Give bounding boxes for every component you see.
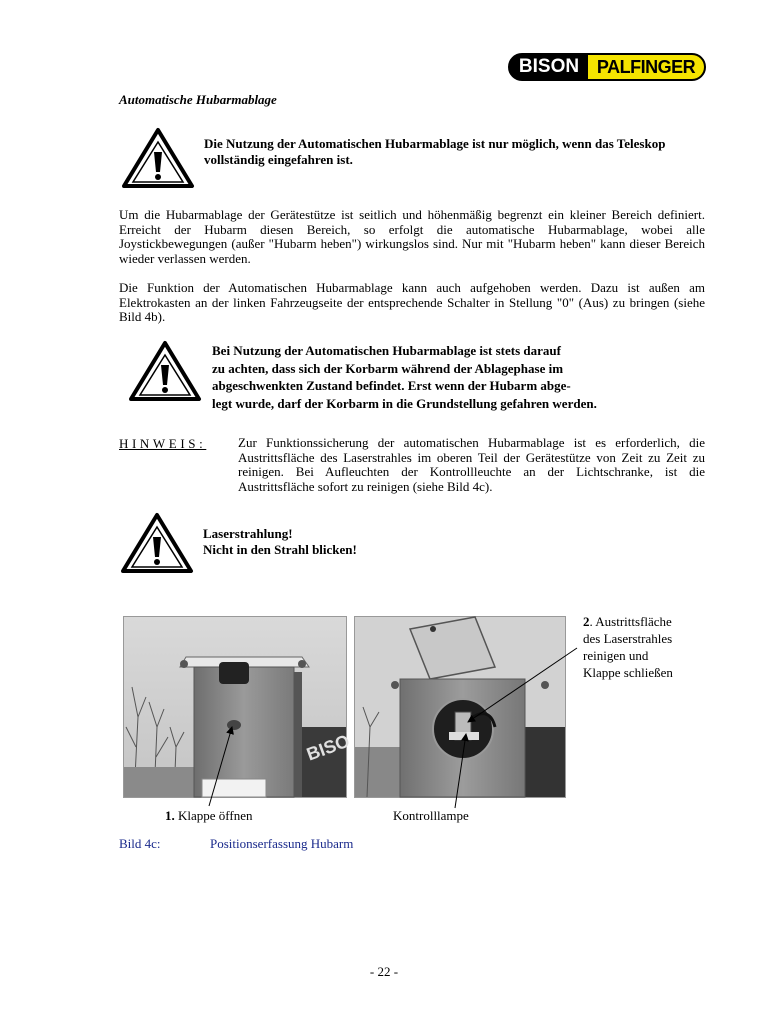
arrow-kontrolllampe xyxy=(455,734,466,808)
warning-line: Nicht in den Strahl blicken! xyxy=(203,542,357,557)
callout-line: Klappe schließen xyxy=(583,665,673,680)
warning-line: Bei Nutzung der Automatischen Hubarmablage ist stets darauf xyxy=(212,343,561,358)
caption-text: Klappe öffnen xyxy=(178,808,253,823)
arrow-austrittsflaeche xyxy=(468,648,577,722)
photo-banner-text: BISO xyxy=(303,730,353,765)
callout-line: reinigen und xyxy=(583,648,649,663)
caption-klappe-oeffnen xyxy=(165,808,252,824)
warning-line: legt wurde, darf der Korbarm in die Grundstellung gefahren werden. xyxy=(212,395,597,411)
callout-number: 2 xyxy=(583,614,590,629)
warning-line: zu achten, dass sich der Korbarm während der Ablagephase im xyxy=(212,360,564,376)
callout-austrittsflaeche xyxy=(583,613,673,681)
arrow-klappe xyxy=(209,727,232,806)
logo-bison: BISON xyxy=(518,56,580,77)
section-title: Automatische Hubarmablage xyxy=(119,92,277,107)
page-number: - 22 - xyxy=(369,964,399,979)
hinweis-text: Zur Funktionssicherung der automatischen Hubarmablage ist es erforderlich, die Austrittsfläche des Laserstrahles im oberen Teil der Gerätestütze von Zeit zu Zeit zu reinigen. Bei Aufleuchten der Kontrollleuchte an der Lichtschranke, ist die Austrittsfläche sofort zu reinigen (siehe Bild 4c). xyxy=(238,435,705,494)
caption-number: 1. xyxy=(165,808,175,823)
warning-line: abgeschwenkten Zustand befindet. Erst wenn der Hubarm abge- xyxy=(212,378,571,393)
warning-text-telescope: Die Nutzung der Automatischen Hubarmablage ist nur möglich, wenn das Teleskop vollständig eingefahren ist. xyxy=(204,136,666,167)
callout-line: des Laserstrahles xyxy=(583,631,673,646)
callout-line: . Austrittsfläche xyxy=(589,614,672,629)
warning-line: Laserstrahlung! xyxy=(203,526,293,541)
paragraph-funktion-aufheben: Die Funktion der Automatischen Hubarmablage kann auch aufgehoben werden. Dazu ist außen am Elektrokasten an der linken Fahrzeugseite der entsprechende Schalter in Stellung "0" (Aus) zu bringen (siehe Bild 4b). xyxy=(119,280,705,325)
caption-kontrolllampe: Kontrolllampe xyxy=(393,808,469,823)
logo-palfinger: PALFINGER xyxy=(588,55,704,79)
figure-label: Bild 4c: xyxy=(119,836,161,851)
figure-title: Positionserfassung Hubarm xyxy=(210,836,354,851)
hinweis-label: HINWEIS: xyxy=(119,436,207,451)
paragraph-hubarmablage-bereich: Um die Hubarmablage der Gerätestütze ist seitlich und höhenmäßig begrenzt ein kleiner Bereich definiert. Erreicht der Hubarm diesen Bereich, so erfolgt die automatische Hubarmablage, wobei alle Joystickbewegungen (außer "Hubarm heben") wirkungslos sind. Nur mit "Hubarm heben" kann dieser Bereich wieder verlassen werden. xyxy=(119,207,705,266)
